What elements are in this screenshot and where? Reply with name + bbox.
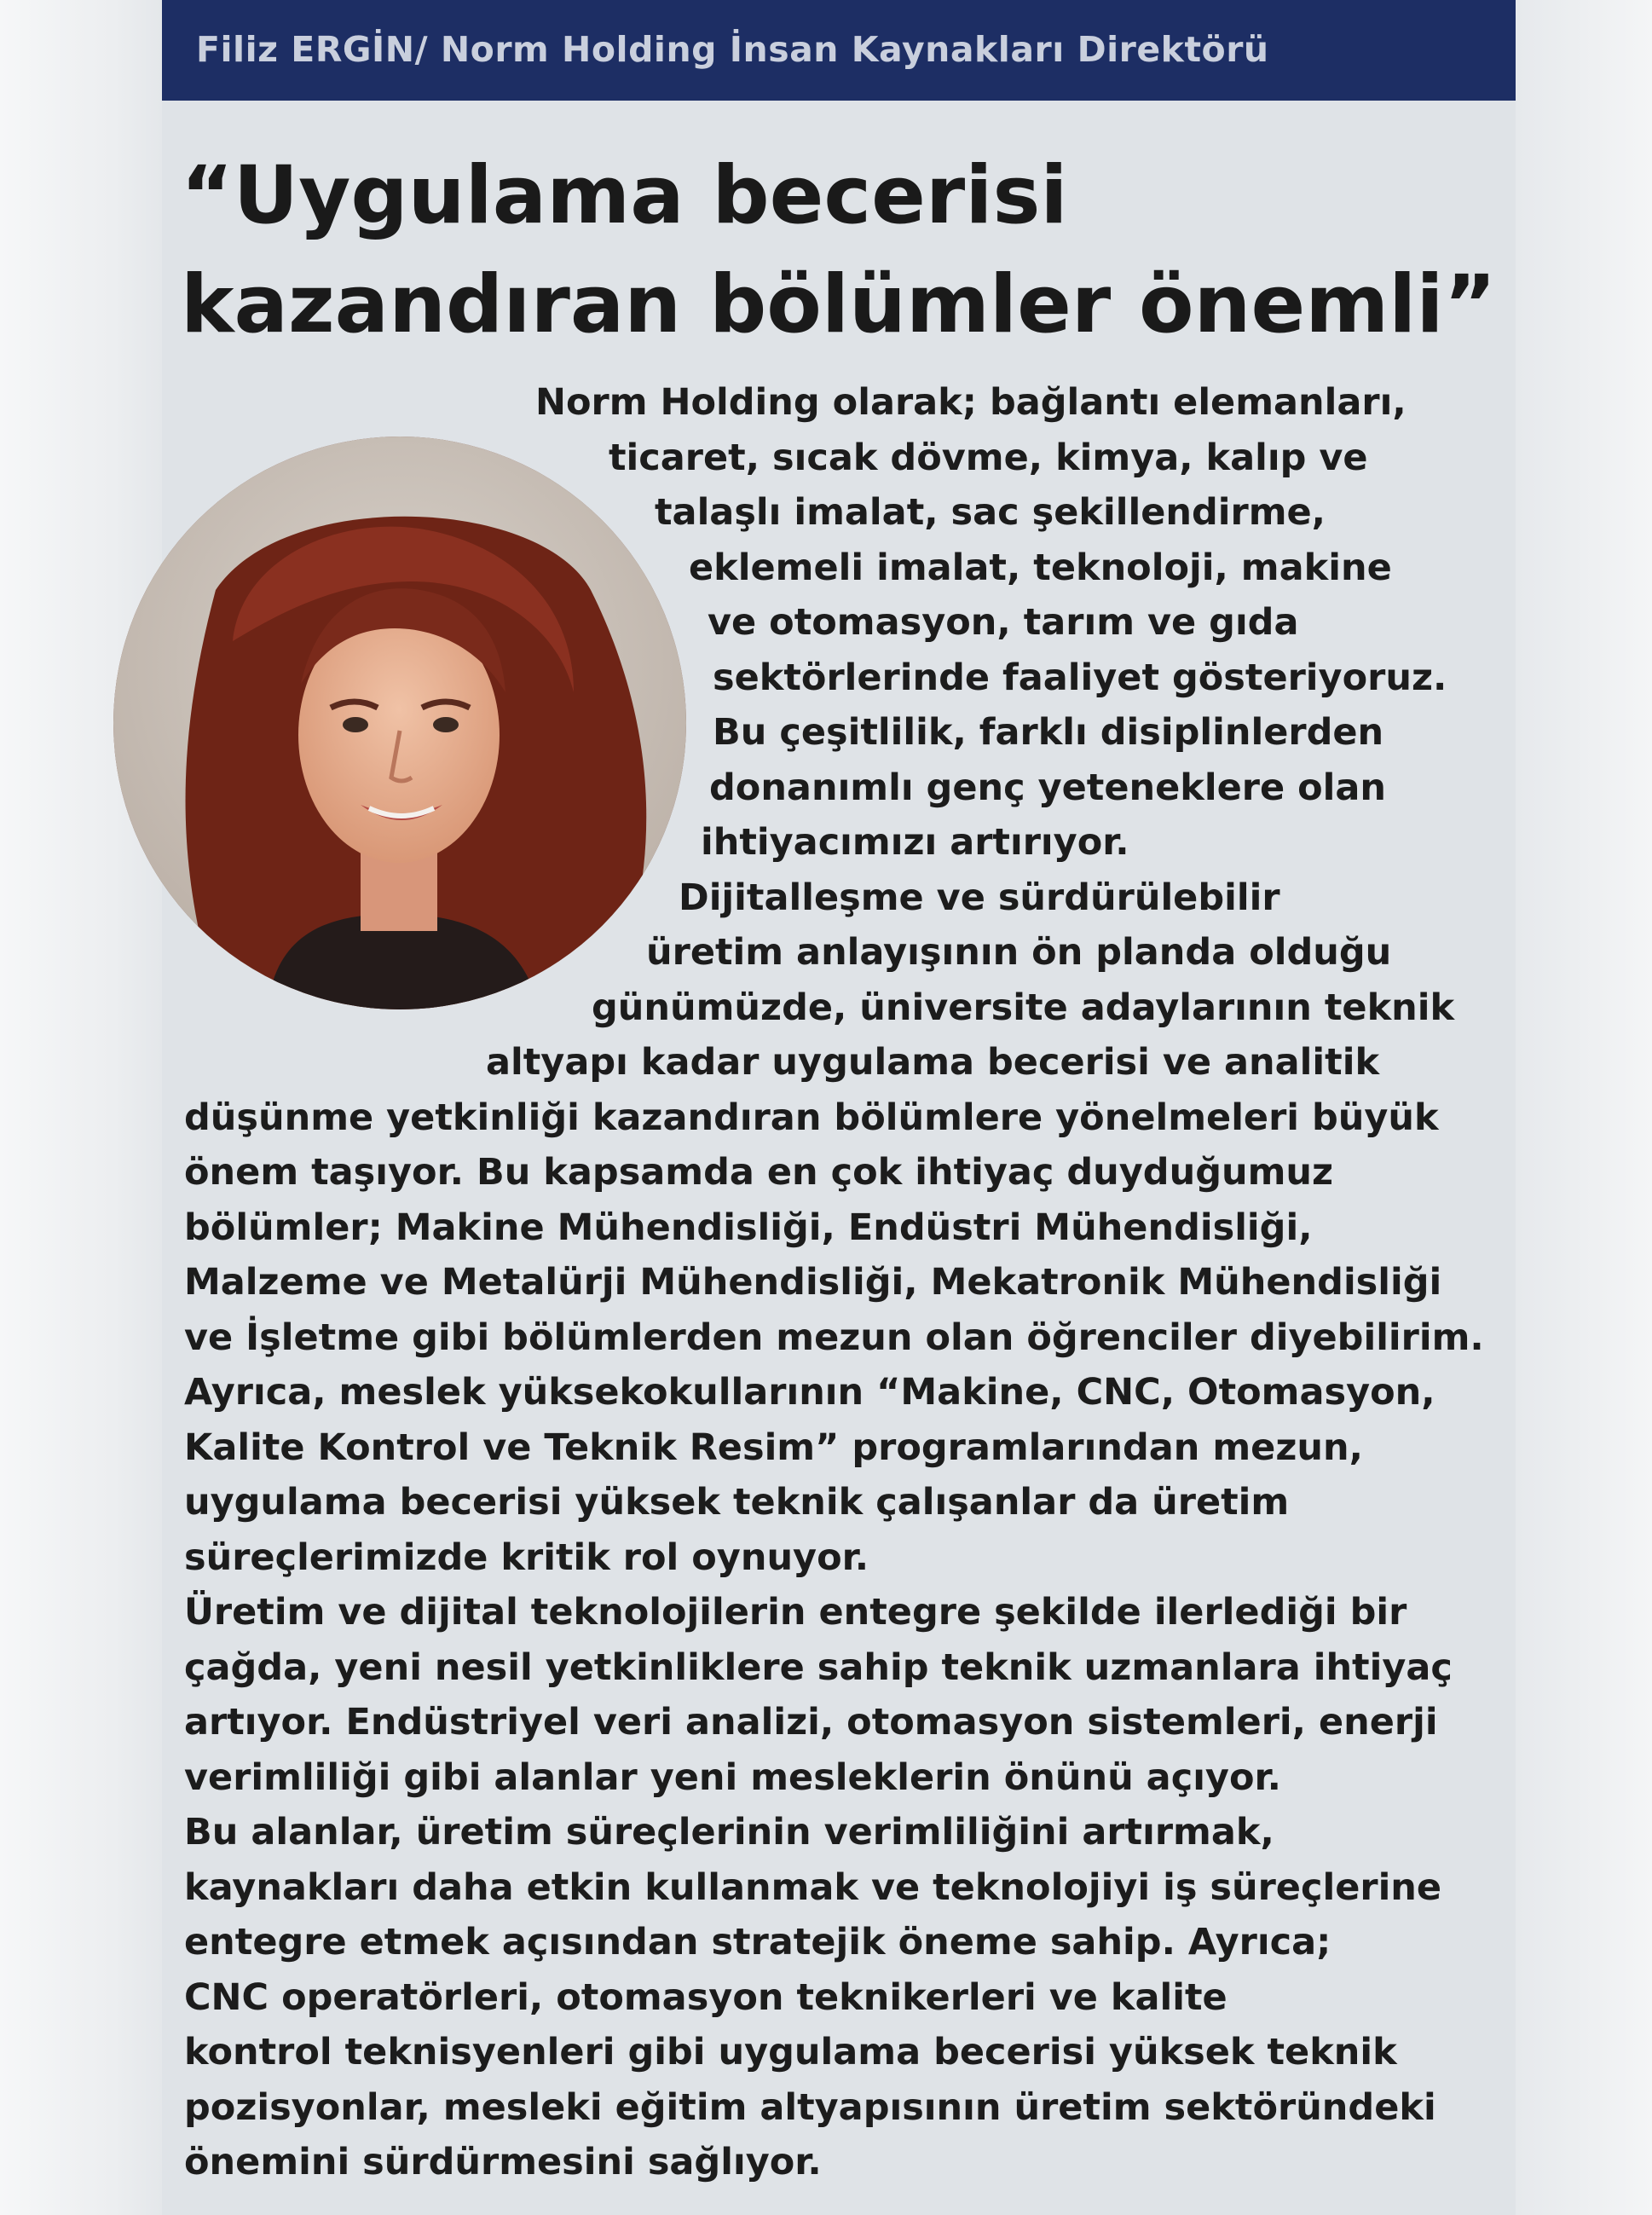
article-line: Bu alanlar, üretim süreçlerinin verimliliğini artırmak, <box>184 1811 1274 1854</box>
article-line: üretim anlayışının ön planda olduğu <box>646 931 1392 974</box>
article-line: ticaret, sıcak dövme, kimya, kalıp ve <box>609 436 1368 479</box>
article-line: altyapı kadar uygulama becerisi ve analitik <box>486 1041 1380 1084</box>
article-line: pozisyonlar, mesleki eğitim altyapısının üretim sektöründeki <box>184 2085 1436 2129</box>
article-line: ihtiyacımızı artırıyor. <box>701 821 1129 864</box>
article-line: süreçlerimizde kritik rol oynuyor. <box>184 1535 869 1579</box>
byline: Filiz ERGİN/ Norm Holding İnsan Kaynakları Direktörü <box>196 29 1269 70</box>
article-line: eklemeli imalat, teknoloji, makine <box>689 546 1392 589</box>
article-line: Bu çeşitlilik, farklı disiplinlerden <box>713 711 1384 754</box>
headline <box>181 142 1497 360</box>
page-edge-left <box>0 0 162 2215</box>
article-line: günümüzde, üniversite adaylarının teknik <box>592 986 1455 1029</box>
article-line: kontrol teknisyenleri gibi uygulama becerisi yüksek teknik <box>184 2031 1397 2073</box>
article-line: önemini sürdürmesini sağlıyor. <box>184 2141 822 2183</box>
article-line: bölümler; Makine Mühendisliği, Endüstri Mühendisliği, <box>184 1206 1313 1249</box>
article-line: çağda, yeni nesil yetkinliklere sahip teknik uzmanlara ihtiyaç <box>184 1645 1453 1689</box>
headline-line: “Uygulama becerisi <box>181 149 1068 242</box>
article-line: ve otomasyon, tarım ve gıda <box>708 601 1299 644</box>
article-line: entegre etmek açısından stratejik öneme sahip. Ayrıca; <box>184 1921 1331 1963</box>
article-line: Malzeme ve Metalürji Mühendisliği, Mekatronik Mühendisliği <box>184 1261 1442 1304</box>
article-line: artıyor. Endüstriyel veri analizi, otomasyon sistemleri, enerji <box>184 1701 1438 1744</box>
article-line: uygulama becerisi yüksek teknik çalışanlar da üretim <box>184 1481 1290 1524</box>
article-line: Üretim ve dijital teknolojilerin entegre şekilde ilerlediği bir <box>184 1591 1407 1634</box>
article-line: düşünme yetkinliği kazandıran bölümlere yönelmeleri büyük <box>184 1096 1439 1139</box>
article-line: Ayrıca, meslek yüksekokullarının “Makine, CNC, Otomasyon, <box>184 1371 1435 1414</box>
article-line: CNC operatörleri, otomasyon teknikerleri ve kalite <box>184 1975 1227 2019</box>
article-line: kaynakları daha etkin kullanmak ve teknolojiyi iş süreçlerine <box>184 1865 1442 1909</box>
article-line: verimliliği gibi alanlar yeni mesleklerin önünü açıyor. <box>184 1755 1281 1799</box>
page-edge-right <box>1516 0 1652 2215</box>
article-line: Dijitalleşme ve sürdürülebilir <box>679 876 1280 919</box>
article-line: talaşlı imalat, sac şekillendirme, <box>655 491 1326 534</box>
article-line: önem taşıyor. Bu kapsamda en çok ihtiyaç duyduğumuz <box>184 1151 1334 1194</box>
article-line: ve İşletme gibi bölümlerden mezun olan öğrenciler diyebilirim. <box>184 1316 1484 1359</box>
article-line: donanımlı genç yeteneklere olan <box>709 766 1387 809</box>
article-line: sektörlerinde faaliyet gösteriyoruz. <box>713 656 1447 699</box>
portrait-photo <box>113 437 686 1009</box>
headline-line: kazandıran bölümler önemli” <box>181 258 1497 351</box>
article-line: Norm Holding olarak; bağlantı elemanları, <box>535 381 1407 424</box>
article-line: Kalite Kontrol ve Teknik Resim” programlarından mezun, <box>184 1426 1363 1469</box>
portrait-illustration <box>113 437 686 1009</box>
